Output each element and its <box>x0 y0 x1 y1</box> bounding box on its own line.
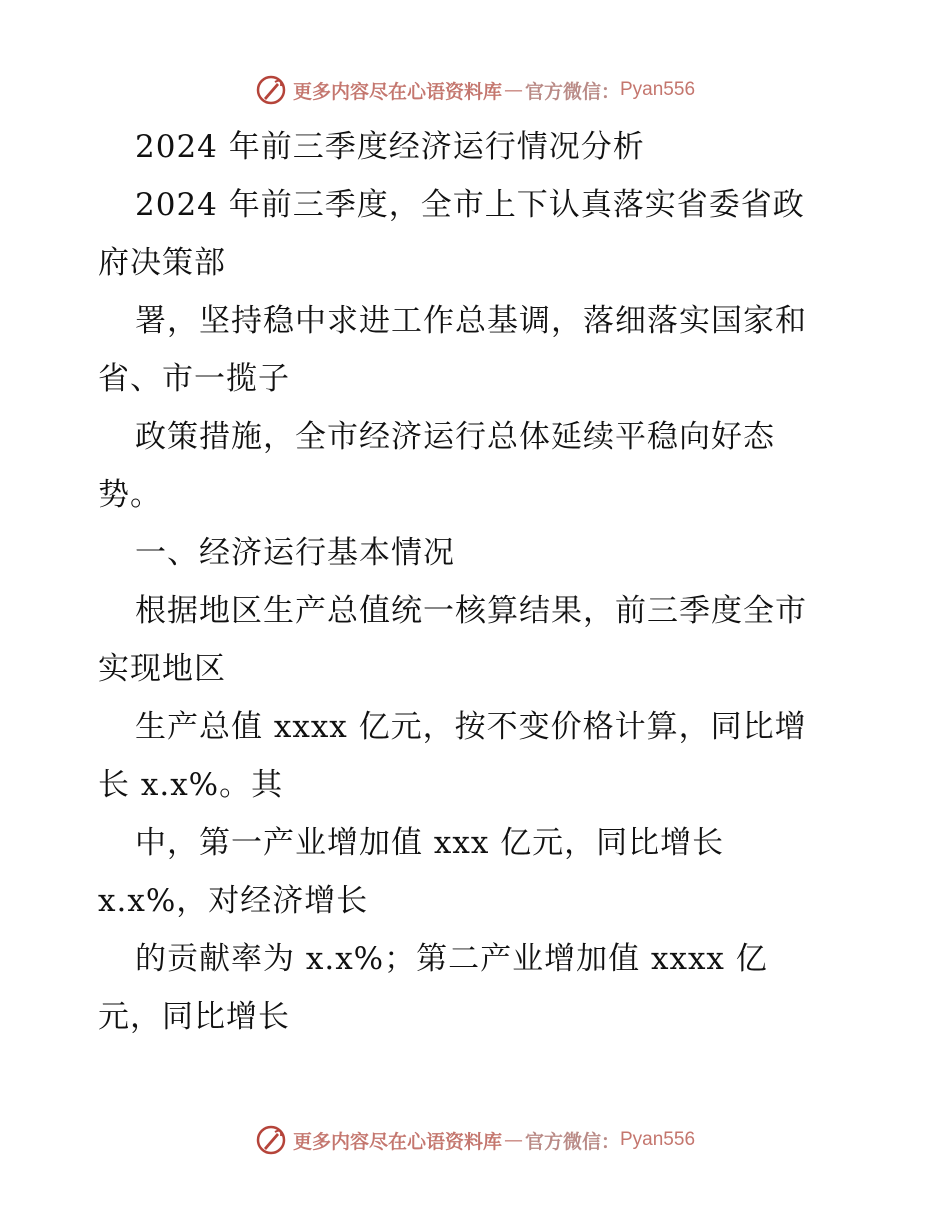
watermark-dash: — <box>503 1129 523 1151</box>
text-line: 生产总值 xxxx 亿元，按不变价格计算，同比增 <box>135 709 807 745</box>
watermark-dash: — <box>503 79 523 101</box>
text-line: 中，第一产业增加值 xxx 亿元，同比增长 <box>135 825 725 861</box>
text-line: 的贡献率为 x.x%；第二产业增加值 xxxx 亿 <box>135 941 768 977</box>
watermark-wechat-label: 官方微信： <box>524 80 620 103</box>
document-title: 2024 年前三季度经济运行情况分析 <box>135 129 645 165</box>
quill-logo-icon <box>255 1124 287 1156</box>
text-line: 实现地区 <box>98 651 226 687</box>
text-line: 署，坚持稳中求进工作总基调，落细落实国家和 <box>135 303 807 339</box>
document-body <box>98 118 858 1046</box>
text-line: 长 x.x%。其 <box>98 767 284 803</box>
text-line: x.x%，对经济增长 <box>98 883 369 919</box>
text-line: 2024 年前三季度，全市上下认真落实省委省政 <box>135 187 805 223</box>
text-line: 政策措施，全市经济运行总体延续平稳向好态 <box>135 419 775 455</box>
watermark-top <box>0 70 950 110</box>
text-line: 府决策部 <box>98 245 226 281</box>
watermark-main-text: 更多内容尽在心语资料库 <box>292 80 502 103</box>
section-heading: 一、经济运行基本情况 <box>135 535 455 571</box>
quill-logo-icon <box>255 74 287 106</box>
text-line: 势。 <box>98 477 162 513</box>
text-line: 元，同比增长 <box>98 999 290 1035</box>
watermark-bottom <box>0 1120 950 1160</box>
watermark-wechat-label: 官方微信： <box>524 1130 620 1153</box>
watermark-main-text: 更多内容尽在心语资料库 <box>292 1130 502 1153</box>
text-line: 根据地区生产总值统一核算结果，前三季度全市 <box>135 593 807 629</box>
watermark-wechat-id: Pyan556 <box>620 79 696 100</box>
text-line: 省、市一揽子 <box>98 361 290 397</box>
watermark-wechat-id: Pyan556 <box>620 1129 696 1150</box>
